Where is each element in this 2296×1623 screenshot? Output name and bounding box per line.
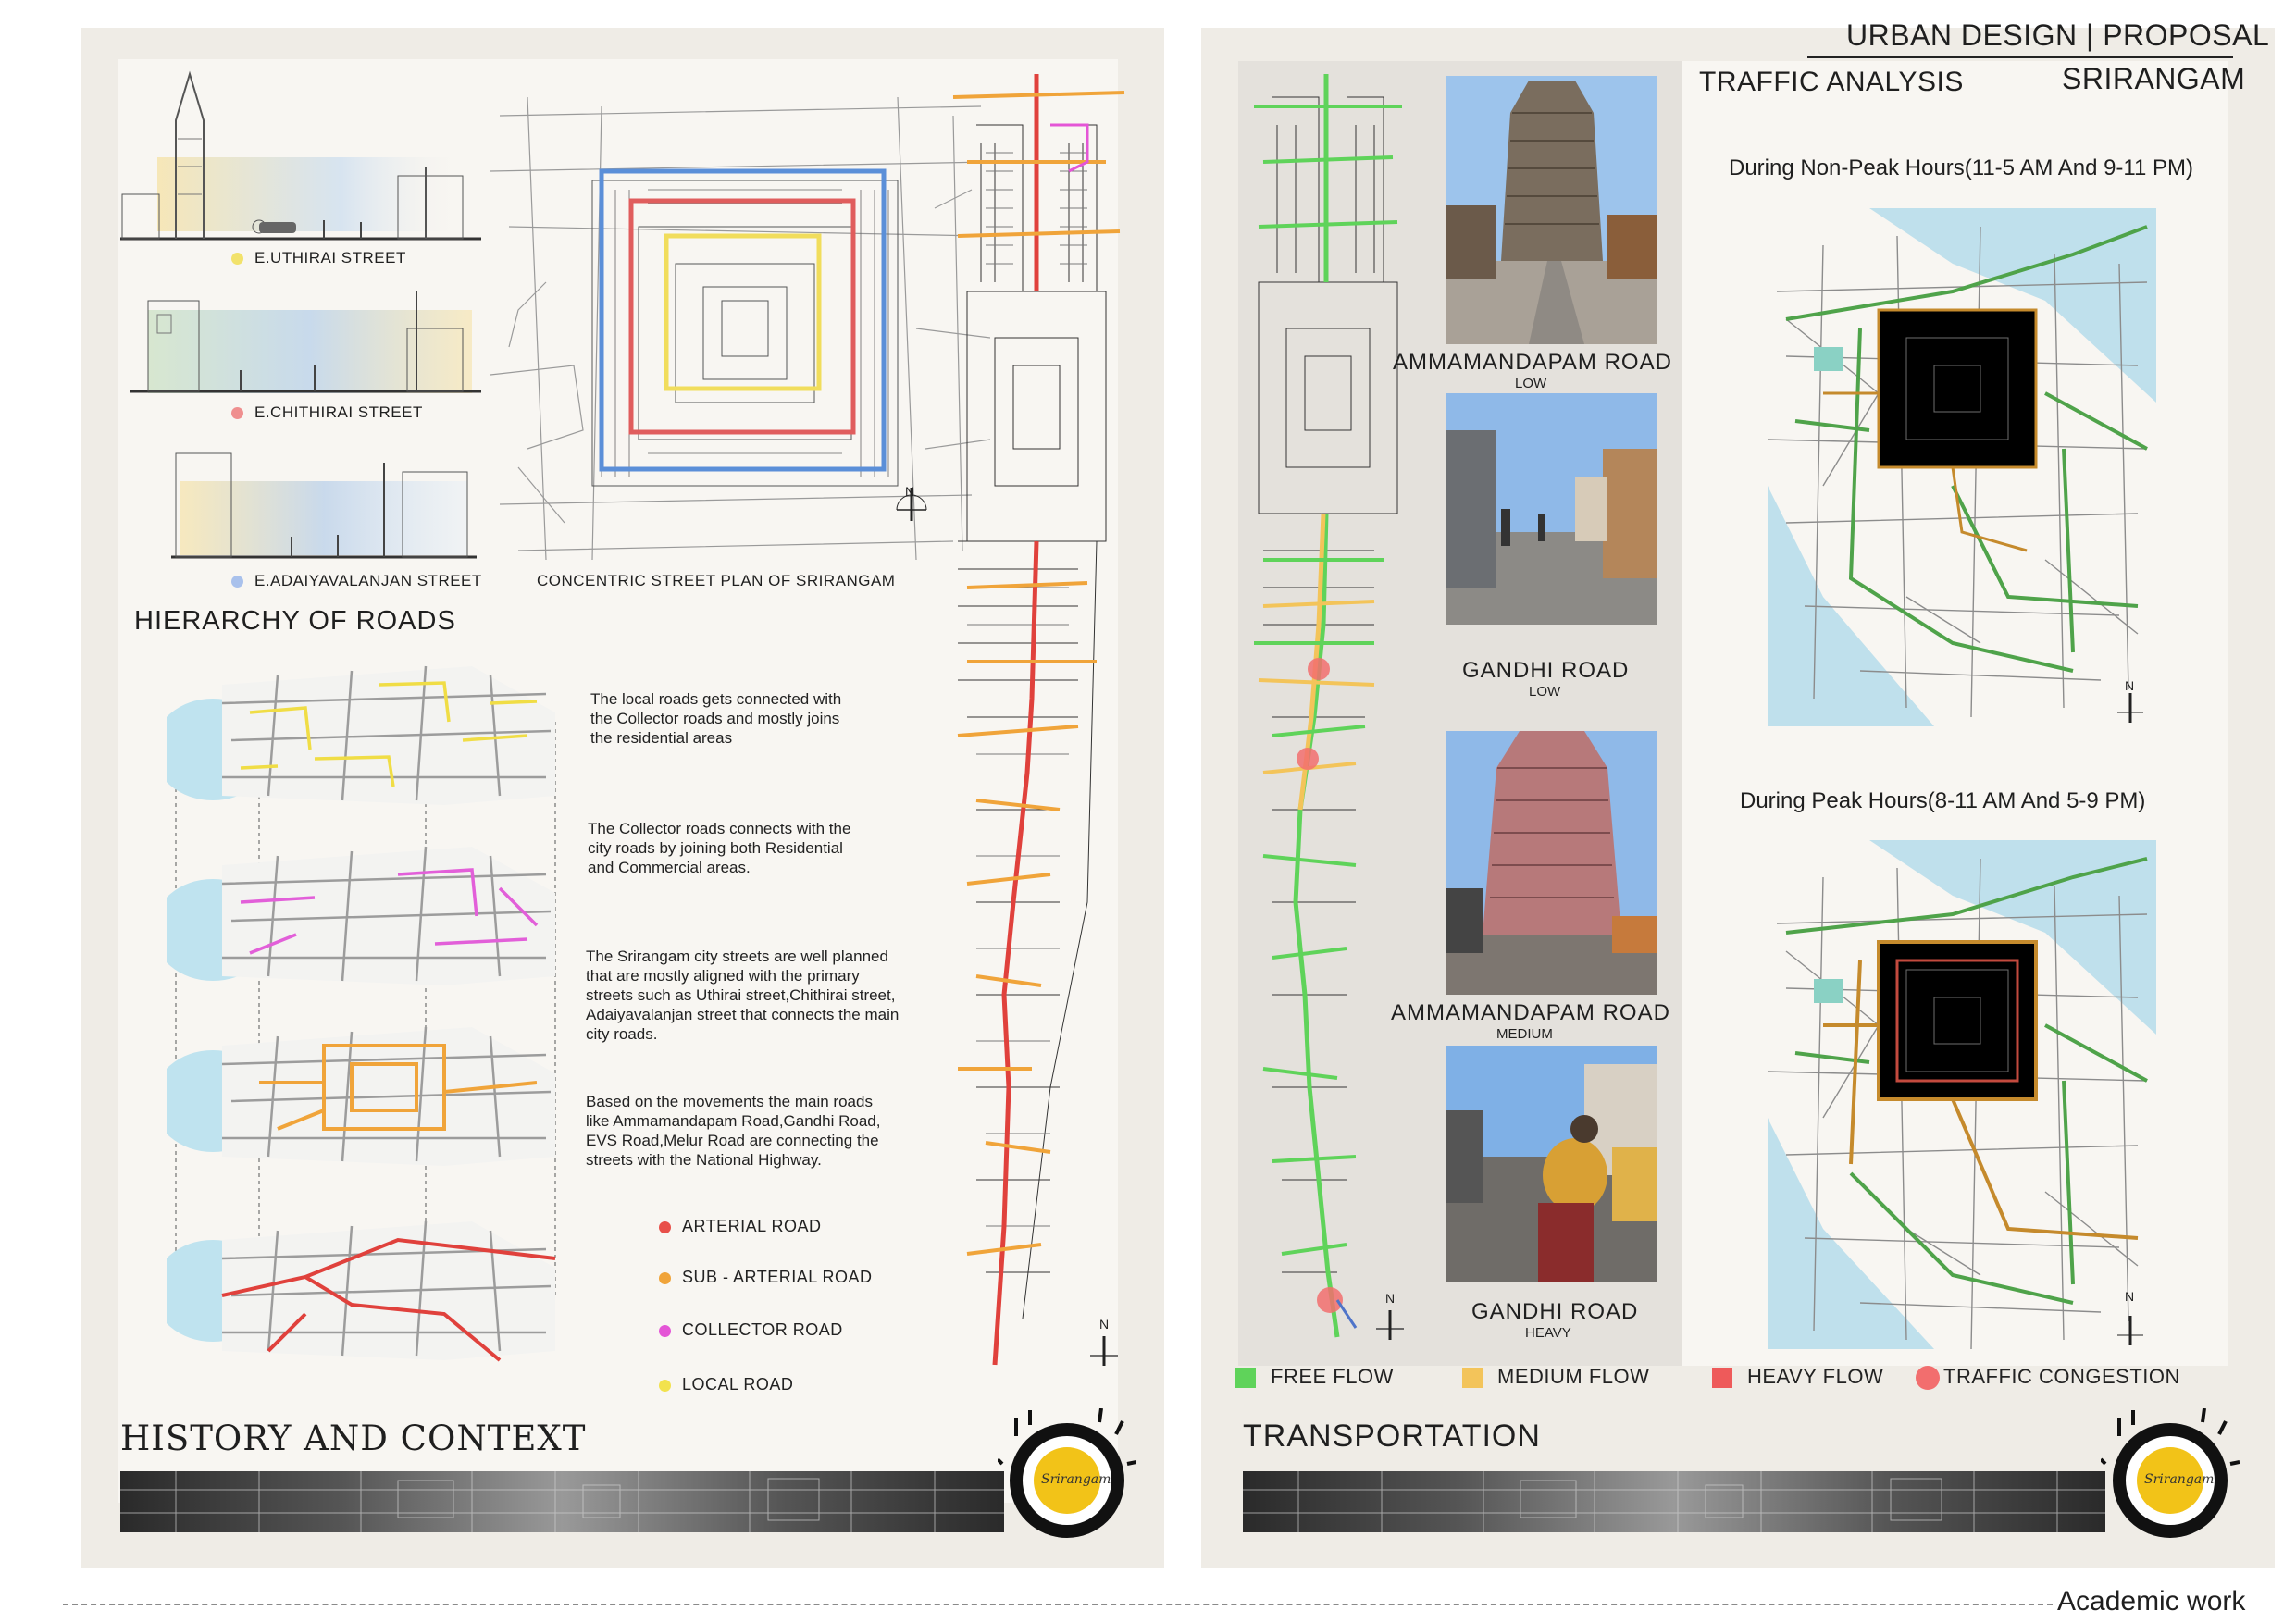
- photo-gandhi-low: [1446, 393, 1657, 625]
- legend-dot-collector: [659, 1325, 671, 1337]
- description-collector-roads: The Collector roads connects with the city roads by joining both Residential and Commercial areas.: [588, 820, 851, 876]
- concentric-street-plan: [490, 97, 990, 569]
- legend-arterial-road: ARTERIAL ROAD: [659, 1217, 822, 1236]
- photo-caption-level-4: HEAVY: [1525, 1325, 1571, 1341]
- north-label-corridor: N: [1099, 1317, 1110, 1332]
- photo-caption-level-3: MEDIUM: [1496, 1026, 1553, 1042]
- non-peak-title: During Non-Peak Hours(11-5 AM And 9-11 PM): [1729, 155, 2193, 180]
- description-main-roads: Based on the movements the main roads like Ammamandapam Road,Gandhi Road, EVS Road,Melur Road are connecting the streets with the National Highway.: [586, 1093, 881, 1169]
- photo-ammamandapam-low: [1446, 76, 1657, 344]
- free-flow-swatch: [1235, 1368, 1256, 1388]
- street-label-chithirai: E.CHITHIRAI STREET: [231, 403, 423, 422]
- photo-caption-road-2: GANDHI ROAD: [1462, 658, 1630, 683]
- peak-traffic-map: [1768, 840, 2156, 1358]
- north-label-non-peak: N: [2125, 678, 2135, 693]
- traffic-congestion-swatch: [1916, 1366, 1940, 1390]
- footer-label: Academic work: [2057, 1586, 2246, 1617]
- legend-medium-flow: MEDIUM FLOW: [1462, 1365, 1649, 1389]
- right-footer-strip: [1243, 1471, 2105, 1532]
- traffic-corridor-map: [1245, 69, 1411, 1365]
- legend-traffic-congestion: TRAFFIC CONGESTION: [1916, 1365, 2180, 1390]
- non-peak-traffic-map: [1768, 208, 2156, 736]
- header-rule: [1807, 56, 2233, 58]
- legend-dot-sub-arterial: [659, 1272, 671, 1284]
- north-label-plan: N: [905, 484, 915, 499]
- photo-ammamandapam-medium: [1446, 731, 1657, 995]
- medium-flow-swatch: [1462, 1368, 1483, 1388]
- description-local-roads: The local roads gets connected with the Collector roads and mostly joins the residential areas: [590, 690, 842, 747]
- legend-local-road: LOCAL ROAD: [659, 1375, 793, 1394]
- legend-dot-adaiyavalanjan: [231, 576, 243, 588]
- photo-caption-road-3: AMMAMANDAPAM ROAD: [1391, 1000, 1670, 1025]
- legend-dot-chithirai: [231, 407, 243, 419]
- corridor-road-map: [939, 69, 1134, 1402]
- legend-dot-local: [659, 1380, 671, 1392]
- legend-heavy-flow: HEAVY FLOW: [1712, 1365, 1883, 1389]
- concentric-plan-caption: CONCENTRIC STREET PLAN OF SRIRANGAM: [537, 572, 896, 589]
- right-emblem-label: Srirangam: [2144, 1472, 2215, 1487]
- left-footer-strip: [120, 1471, 1004, 1532]
- left-emblem-label: Srirangam: [1041, 1472, 1111, 1487]
- street-label-uthirai: E.UTHIRAI STREET: [231, 249, 406, 267]
- street-section-chithirai: [130, 273, 500, 398]
- photo-gandhi-heavy: [1446, 1046, 1657, 1282]
- header-title: URBAN DESIGN | PROPOSAL: [1846, 19, 2270, 52]
- header-place: SRIRANGAM: [2062, 62, 2246, 95]
- photo-caption-level-1: LOW: [1515, 376, 1547, 391]
- north-label-peak: N: [2125, 1289, 2135, 1304]
- street-section-adaiyavalanjan: [162, 435, 486, 564]
- transportation-title: TRANSPORTATION: [1243, 1419, 1541, 1454]
- photo-caption-road-4: GANDHI ROAD: [1471, 1299, 1639, 1324]
- traffic-analysis-title: TRAFFIC ANALYSIS: [1699, 67, 1964, 97]
- legend-free-flow: FREE FLOW: [1235, 1365, 1394, 1389]
- legend-sub-arterial-road: SUB - ARTERIAL ROAD: [659, 1268, 873, 1287]
- footer-dashed-rule: [63, 1604, 2053, 1605]
- legend-dot-arterial: [659, 1221, 671, 1233]
- photo-caption-level-2: LOW: [1529, 684, 1561, 700]
- traffic-corridor-north-icon: [1376, 1305, 1404, 1342]
- photo-caption-road-1: AMMAMANDAPAM ROAD: [1393, 350, 1672, 375]
- street-section-uthirai: [120, 65, 490, 245]
- legend-dot-uthirai: [231, 253, 243, 265]
- street-label-adaiyavalanjan: E.ADAIYAVALANJAN STREET: [231, 572, 482, 590]
- heavy-flow-swatch: [1712, 1368, 1732, 1388]
- history-context-title: HISTORY AND CONTEXT: [120, 1419, 587, 1458]
- north-label-traffic-corridor: N: [1385, 1291, 1396, 1306]
- description-city-streets: The Srirangam city streets are well planned that are mostly aligned with the primary streets such as Uthirai street,Chithirai street, Adaiyavalanjan street that connects the main city roads.: [586, 948, 900, 1043]
- hierarchy-diagrams: [167, 648, 565, 1379]
- hierarchy-heading: HIERARCHY OF ROADS: [134, 606, 456, 636]
- legend-collector-road: COLLECTOR ROAD: [659, 1320, 843, 1340]
- peak-title: During Peak Hours(8-11 AM And 5-9 PM): [1740, 788, 2146, 813]
